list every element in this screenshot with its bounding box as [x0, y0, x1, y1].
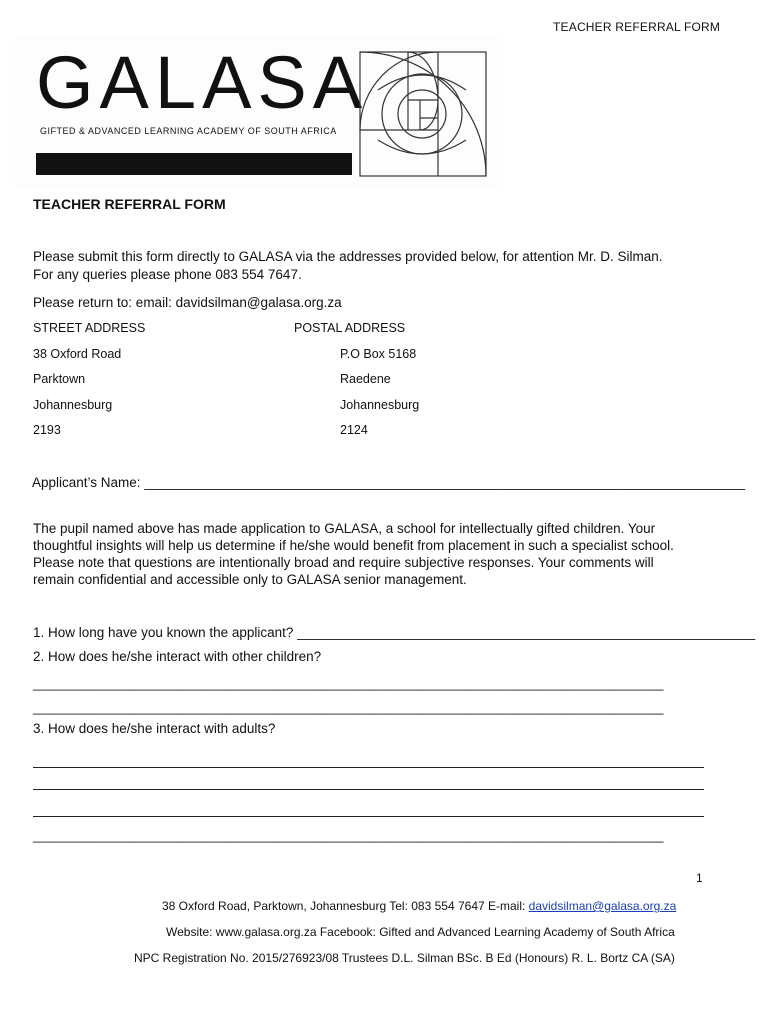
- street-line-2: Parktown: [33, 372, 86, 386]
- footer-address-text: 38 Oxford Road, Parktown, Johannesburg Tel: 083 554 7647 E-mail:: [162, 899, 529, 913]
- question-3-answer-line-3[interactable]: [33, 816, 704, 817]
- body-line-1: The pupil named above has made application to GALASA, a school for intellectually gifted children. Your: [33, 521, 656, 536]
- footer-npc-registration: NPC Registration No. 2015/276923/08 Trustees D.L. Silman BSc. B Ed (Honours) R. L. Bortz CA (SA): [134, 951, 675, 965]
- intro-line-1: Please submit this form directly to GALASA via the addresses provided below, for attention Mr. D. Silman.: [33, 249, 663, 264]
- logo-black-bar: [36, 153, 352, 175]
- postal-line-2: Raedene: [340, 372, 391, 386]
- logo-tagline: GIFTED & ADVANCED LEARNING ACADEMY OF SOUTH AFRICA: [40, 126, 337, 136]
- page-number: 1: [696, 871, 703, 885]
- street-line-4: 2193: [33, 423, 61, 437]
- street-line-1: 38 Oxford Road: [33, 347, 122, 361]
- postal-line-3: Johannesburg: [340, 398, 420, 412]
- question-3-answer-line-2[interactable]: [33, 789, 704, 790]
- body-line-3: Please note that questions are intentionally broad and require subjective responses. Your comments will: [33, 555, 654, 570]
- question-1[interactable]: [33, 624, 755, 641]
- question-3-answer-line-1[interactable]: [33, 767, 704, 768]
- question-2-answer-line-1[interactable]: ____________________________________________________________________________________________: [33, 677, 664, 691]
- golden-spiral-icon: [358, 50, 488, 178]
- postal-line-4: 2124: [340, 423, 368, 437]
- body-line-2: thoughtful insights will help us determine if he/she would benefit from placement in such a specialist school.: [33, 538, 674, 553]
- postal-address-heading: POSTAL ADDRESS: [294, 321, 406, 335]
- applicant-name-blank[interactable]: ________________________________________________________________________________: [144, 475, 745, 490]
- question-2-label: 2. How does he/she interact with other children?: [33, 649, 322, 664]
- galasa-logo: [14, 36, 502, 188]
- question-3-label: 3. How does he/she interact with adults?: [33, 721, 276, 736]
- applicant-name-field[interactable]: [32, 474, 745, 491]
- footer-website: Website: www.galasa.org.za Facebook: Gifted and Advanced Learning Academy of South Africa: [166, 925, 675, 939]
- question-1-blank[interactable]: _____________________________________________________________: [297, 625, 756, 640]
- page-title: TEACHER REFERRAL FORM: [33, 196, 226, 212]
- body-line-4: remain confidential and accessible only to GALASA senior management.: [33, 572, 467, 587]
- intro-line-2: For any queries please phone 083 554 7647.: [33, 267, 302, 282]
- question-2-answer-line-2[interactable]: ____________________________________________________________________________________________: [33, 701, 664, 715]
- question-3-answer-line-4[interactable]: ____________________________________________________________________________________________: [33, 829, 664, 843]
- postal-line-1: P.O Box 5168: [340, 347, 417, 361]
- street-address-heading: STREET ADDRESS: [33, 321, 146, 335]
- applicant-name-label: Applicant’s Name:: [32, 475, 145, 490]
- return-email: Please return to: email: davidsilman@galasa.org.za: [33, 295, 342, 310]
- footer-email-link[interactable]: davidsilman@galasa.org.za: [528, 899, 677, 913]
- header-form-label: TEACHER REFERRAL FORM: [553, 20, 721, 34]
- logo-wordmark: GALASA: [36, 41, 369, 124]
- footer-address: [162, 899, 676, 913]
- question-1-label: 1. How long have you known the applicant?: [33, 625, 298, 640]
- street-line-3: Johannesburg: [33, 398, 113, 412]
